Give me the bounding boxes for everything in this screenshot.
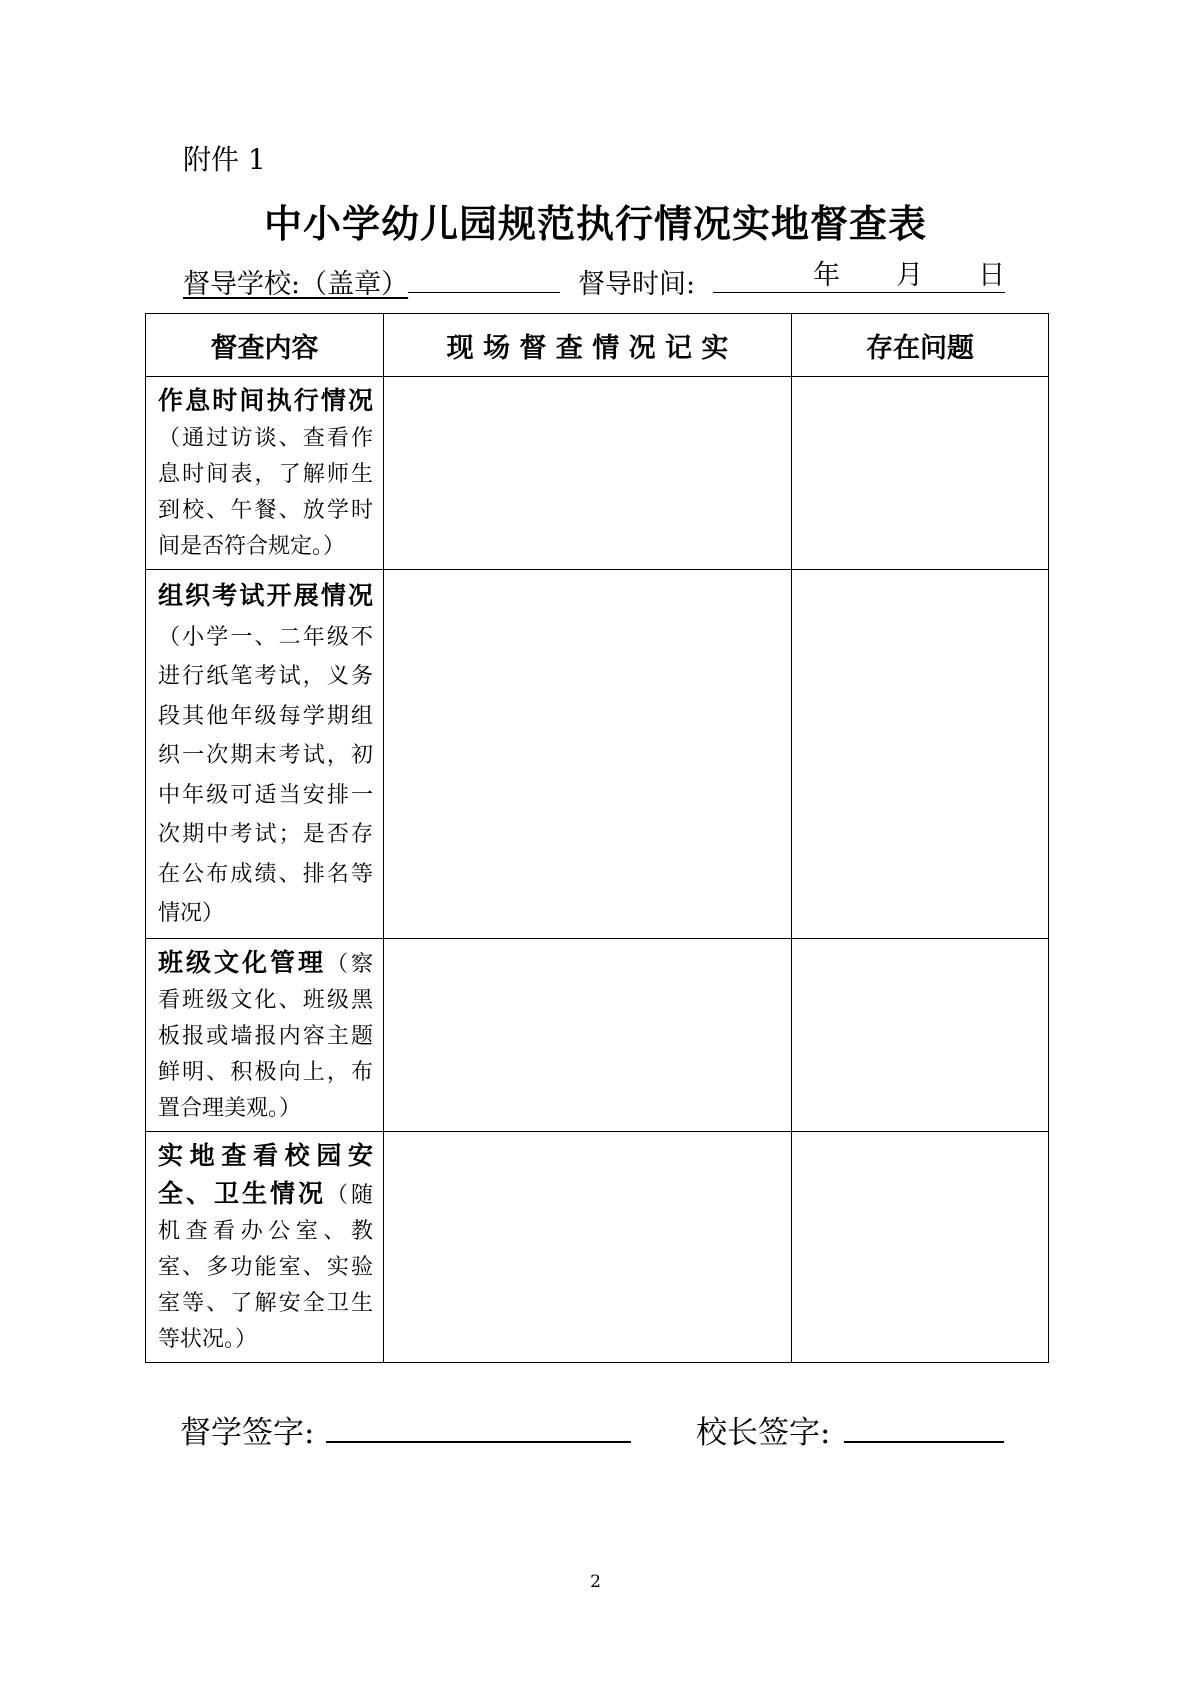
school-label: 督导学校:（盖章） <box>183 269 409 300</box>
item-detail: （随机查看办公室、教室、多功能室、实验室等、了解安全卫生等状况。） <box>158 1182 373 1352</box>
record-cell[interactable] <box>384 1131 792 1362</box>
supervisor-signature <box>180 1407 631 1452</box>
header-issues: 存在问题 <box>792 314 1049 377</box>
item-detail: （小学一、二年级不进行纸笔考试，义务段其他年级每学期组织一次期末考试，初中年级可适当安排一次期中考试；是否存在公布成绩、排名等情况） <box>158 624 373 926</box>
day-label: 日 <box>978 260 1006 291</box>
issues-cell[interactable] <box>792 377 1049 570</box>
header-record: 现 场 督 查 情 况 记 实 <box>384 314 792 377</box>
item-title: 班级文化管理 <box>158 947 326 977</box>
table-row <box>146 1131 1049 1362</box>
principal-label: 校长签字: <box>696 1415 831 1451</box>
page-number: 2 <box>590 1572 601 1592</box>
page-title: 中小学幼儿园规范执行情况实地督查表 <box>263 201 927 246</box>
content-cell <box>146 377 384 570</box>
supervisor-signature-line[interactable] <box>326 1411 631 1443</box>
supervisor-label: 督学签字: <box>180 1415 315 1451</box>
record-cell[interactable] <box>384 570 792 939</box>
principal-signature-line[interactable] <box>844 1411 1004 1443</box>
content-cell <box>146 1131 384 1362</box>
year-label: 年 <box>813 260 841 291</box>
issues-cell[interactable] <box>792 1131 1049 1362</box>
table-row <box>146 570 1049 939</box>
month-label: 月 <box>896 260 924 291</box>
item-detail: （察看班级文化、班级黑板报或墙报内容主题鲜明、积极向上，布置合理美观。） <box>158 951 373 1121</box>
item-title: 组织考试开展情况 <box>158 581 373 610</box>
item-title: 实地查看校园安全、卫生情况 <box>158 1140 373 1208</box>
principal-signature <box>696 1407 1004 1452</box>
table-row <box>146 377 1049 570</box>
item-detail: （通过访谈、查看作息时间表，了解师生到校、午餐、放学时间是否符合规定。） <box>158 426 373 559</box>
record-cell[interactable] <box>384 938 792 1131</box>
time-info <box>578 262 1005 301</box>
date-blank[interactable] <box>713 262 1005 293</box>
inspection-table <box>145 313 1049 1363</box>
school-blank[interactable] <box>408 266 560 293</box>
content-cell <box>146 570 384 939</box>
record-cell[interactable] <box>384 377 792 570</box>
school-info <box>183 262 560 301</box>
header-content: 督查内容 <box>146 314 384 377</box>
attachment-label: 附件 1 <box>183 143 266 176</box>
issues-cell[interactable] <box>792 938 1049 1131</box>
content-cell <box>146 938 384 1131</box>
table-header-row <box>146 314 1049 377</box>
issues-cell[interactable] <box>792 570 1049 939</box>
item-title: 作息时间执行情况 <box>158 386 373 415</box>
table-row <box>146 938 1049 1131</box>
time-label: 督导时间: <box>578 269 696 300</box>
